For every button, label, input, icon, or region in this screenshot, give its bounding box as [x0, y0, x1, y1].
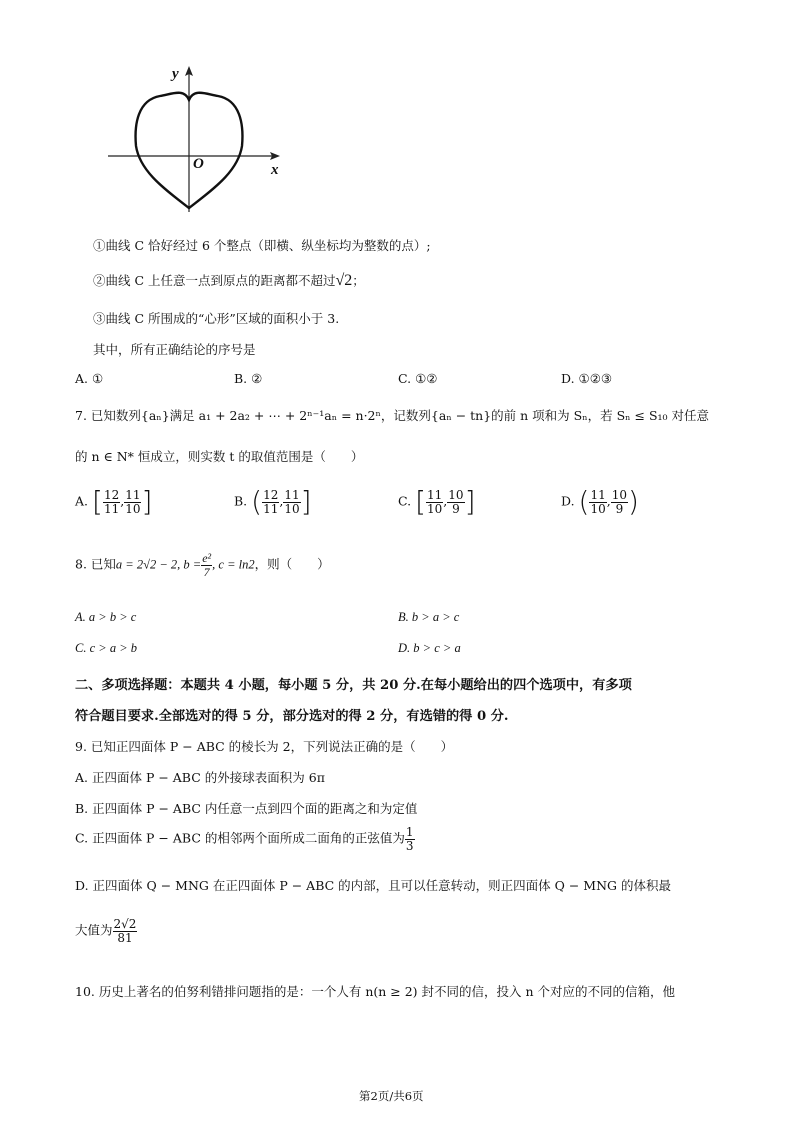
- origin-label: O: [193, 156, 204, 172]
- q9-option-d-frac: [113, 918, 138, 944]
- frac-numerator: 11: [590, 487, 606, 502]
- q9-option-a: A. 正四面体 P − ABC 的外接球表面积为 6π: [75, 770, 325, 785]
- q6-statement-2: [93, 271, 365, 290]
- q8-prefix: 8. 已知: [75, 556, 116, 572]
- frac-numerator: 2√2: [113, 917, 137, 931]
- q10-stem-line-1: 10. 历史上著名的伯努利错排问题指的是：一个人有 n(n ≥ 2) 封不同的信，投入 n 个对应的不同的信箱，他: [75, 984, 676, 999]
- q9-option-c-text: C. 正四面体 P − ABC 的相邻两个面所成二面角的正弦值为: [75, 830, 405, 846]
- frac-denominator: 10: [427, 501, 443, 516]
- q7-option-b: B. ( $\frac{12}{11}$ , $\frac{11}{10}$ ]: [234, 485, 312, 518]
- frac-denominator: 81: [117, 930, 133, 945]
- q7-option-d: D. ( $\frac{11}{10}$ , $\frac{10}{9}$ ): [561, 485, 639, 518]
- q8-option-a: A. a > b > c: [75, 610, 137, 624]
- q7-option-b-frac2: [283, 489, 300, 515]
- frac-denominator: 10: [590, 501, 606, 516]
- frac-numerator: 10: [448, 487, 464, 502]
- q9-stem: 9. 已知正四面体 P − ABC 的棱长为 2，下列说法正确的是（ ）: [75, 739, 454, 754]
- q8-suffix: ，则（ ）: [254, 556, 330, 572]
- q7-option-c-frac2: [447, 489, 464, 515]
- q6-option-c: C. ①②: [398, 371, 438, 386]
- frac-denominator: 9: [452, 501, 460, 516]
- q9-option-d-line-2-text: 大值为: [75, 922, 113, 938]
- section-2-heading-line-2: 符合题目要求.全部选对的得 5 分，部分选对的得 2 分，有选错的得 0 分.: [75, 709, 509, 724]
- q9-option-d-line-1: D. 正四面体 Q − MNG 在正四面体 P − ABC 的内部，且可以任意转动，则正四面体 Q − MNG 的体积最: [75, 878, 671, 893]
- x-axis-label: x: [271, 162, 279, 178]
- q6-option-b: B. ②: [234, 371, 263, 386]
- q9-option-d-line-2: [75, 918, 137, 944]
- q8-expr-c: , c = ln2: [212, 557, 255, 572]
- q7-option-b-label: B.: [234, 493, 248, 509]
- q6-statement-2-text: ②曲线 C 上任意一点到原点的距离都不超过: [93, 273, 336, 288]
- q7-option-b-frac1: [262, 489, 279, 515]
- q7-option-d-frac2: [611, 489, 628, 515]
- q6-option-a: A. ①: [75, 371, 104, 386]
- frac-numerator: 1: [405, 825, 414, 839]
- q7-stem-line-1: 7. 已知数列{aₙ}满足 a₁ + 2a₂ + ⋯ + 2ⁿ⁻¹aₙ = n·2ⁿ，记数列{aₙ − tn}的前 n 项和为 Sₙ，若 Sₙ ≤ S₁₀ 对任意: [75, 408, 710, 423]
- q9-option-b: B. 正四面体 P − ABC 内任意一点到四个面的距离之和为定值: [75, 801, 418, 816]
- section-2-heading-line-1: 二、多项选择题：本题共 4 小题，每小题 5 分，共 20 分.在每小题给出的四个选项中，有多项: [75, 678, 632, 693]
- q6-statement-2-end: ；: [352, 273, 365, 288]
- heart-curve-figure: [100, 60, 300, 220]
- q8-option-b: B. b > a > c: [398, 610, 460, 624]
- q7-option-d-left: (: [578, 485, 590, 518]
- q7-option-d-right: ): [628, 485, 639, 518]
- q7-option-a-frac2: [124, 489, 141, 515]
- q7-option-c-frac1: [426, 489, 443, 515]
- frac-numerator: 12: [263, 487, 279, 502]
- q6-ask: 其中，所有正确结论的序号是: [93, 342, 256, 357]
- frac-denominator: 3: [405, 838, 414, 853]
- q9-option-c-frac: [405, 826, 415, 852]
- q7-option-a-label: A.: [75, 493, 89, 509]
- q7-option-b-right: ]: [300, 485, 312, 518]
- q6-statement-1: ①曲线 C 恰好经过 6 个整点（即横、纵坐标均为整数的点）;: [93, 238, 431, 253]
- frac-denominator: 11: [103, 501, 120, 516]
- q7-option-a-left: [: [92, 485, 103, 518]
- q8-option-c: C. c > a > b: [75, 641, 138, 655]
- q9-option-c: [75, 826, 415, 852]
- frac-numerator: 10: [611, 487, 628, 502]
- frac-denominator: 10: [125, 501, 141, 516]
- q7-option-c: C. [ $\frac{11}{10}$ , $\frac{10}{9}$ ]: [398, 485, 476, 518]
- frac-denominator: 10: [284, 501, 300, 516]
- page-footer: 第2页/共6页: [359, 1089, 424, 1103]
- q8-frac-b: [201, 552, 212, 578]
- frac-numerator: 11: [427, 487, 443, 502]
- q8-option-d: D. b > c > a: [398, 641, 461, 655]
- q7-option-a: A. [ $\frac{12}{11}$ , $\frac{11}{10}$ ]: [75, 485, 153, 518]
- frac-numerator: 12: [103, 487, 120, 502]
- q7-stem-line-2: 的 n ∈ N* 恒成立，则实数 t 的取值范围是（ ）: [75, 449, 364, 464]
- q7-option-b-left: (: [251, 485, 263, 518]
- frac-numerator: e²: [202, 551, 212, 565]
- frac-denominator: 9: [615, 501, 624, 516]
- frac-numerator: 11: [284, 487, 300, 502]
- q8-stem: [75, 552, 330, 578]
- frac-numerator: 11: [125, 487, 141, 502]
- q7-option-a-right: ]: [141, 485, 153, 518]
- q7-option-a-frac1: [103, 489, 120, 515]
- q6-statement-3: ③曲线 C 所围成的“心形”区域的面积小于 3.: [93, 311, 340, 326]
- frac-denominator: 11: [263, 501, 279, 516]
- q6-option-d: D. ①②③: [561, 371, 613, 386]
- frac-denominator: 7: [203, 564, 210, 579]
- q7-option-c-left: [: [415, 485, 427, 518]
- q7-option-c-label: C.: [398, 493, 412, 509]
- q7-option-d-frac1: [589, 489, 606, 515]
- q7-option-d-label: D.: [561, 493, 575, 509]
- q8-expr-a: a = 2√2 − 2, b =: [115, 557, 202, 572]
- q7-option-c-right: ]: [464, 485, 476, 518]
- q6-statement-2-value: √2: [335, 272, 353, 289]
- y-axis-label: y: [172, 66, 179, 82]
